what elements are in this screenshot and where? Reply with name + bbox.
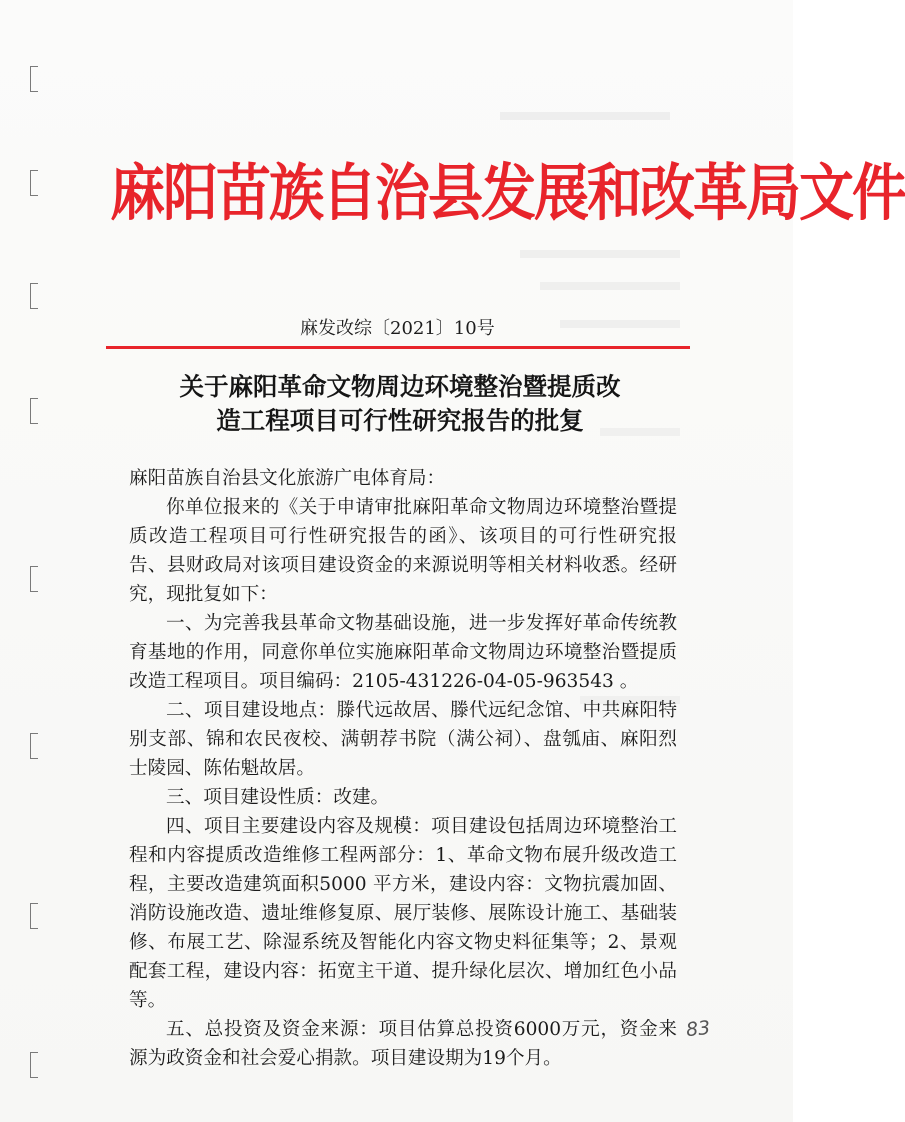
- binding-mark: [30, 1052, 38, 1078]
- recipient-line: 麻阳苗族自治县文化旅游广电体育局：: [129, 468, 446, 489]
- body-paragraph: 五、总投资及资金来源：项目估算总投资6000万元，资金来源为政资金和社会爱心捐款。项目建设期为19个月。: [129, 1019, 677, 1069]
- binding-mark: [30, 170, 38, 196]
- body-paragraph: 四、项目主要建设内容及规模：项目建设包括周边环境整治工程和内容提质改造维修工程两部分：1、革命文物布展升级改造工程，主要改造建筑面积5000 平方米，建设内容：文物抗震加固、消防设施改造、遗址维修复原、展厅装修、展陈设计施工、基础装修、布展工艺、除湿系统及智能化内容文物史料征集等；2、景观配套工程，建设内容：拓宽主干道、提升绿化层次、增加红色小品等。: [129, 816, 677, 1011]
- body-paragraph: 二、项目建设地点：滕代远故居、滕代远纪念馆、中共麻阳特别支部、锦和农民夜校、满朝荐书院（满公祠）、盘瓠庙、麻阳烈士陵园、陈佑魁故居。: [129, 700, 677, 779]
- binding-mark: [30, 66, 38, 92]
- body-paragraph: 一、为完善我县革命文物基础设施，进一步发挥好革命传统教育基地的作用，同意你单位实施麻阳革命文物周边环境整治暨提质改造工程项目。项目编码：2105-431226-04-05-963543 。: [129, 613, 677, 692]
- red-divider-line: [106, 346, 690, 349]
- binding-mark: [30, 903, 38, 929]
- document-title-line-1: 关于麻阳革命文物周边环境整治暨提质改: [179, 372, 621, 401]
- binding-mark: [30, 398, 38, 424]
- handwritten-page-number: 83: [684, 1016, 712, 1042]
- binding-mark: [30, 566, 38, 592]
- issuer-masthead: 麻阳苗族自治县发展和改革局文件: [110, 155, 905, 229]
- binding-mark: [30, 733, 38, 759]
- document-title-line-2: 造工程项目可行性研究报告的批复: [216, 406, 584, 435]
- body-paragraph: 你单位报来的《关于申请审批麻阳革命文物周边环境整治暨提质改造工程项目可行性研究报告的函》、该项目的可行性研究报告、县财政局对该项目建设资金的来源说明等相关材料收悉。经研究，现批复如下：: [129, 497, 677, 605]
- document-number: 麻发改综〔2021〕10号: [300, 318, 495, 339]
- binding-mark: [30, 283, 38, 309]
- body-paragraph: 三、项目建设性质：改建。: [166, 787, 390, 808]
- document-body: [129, 464, 677, 1073]
